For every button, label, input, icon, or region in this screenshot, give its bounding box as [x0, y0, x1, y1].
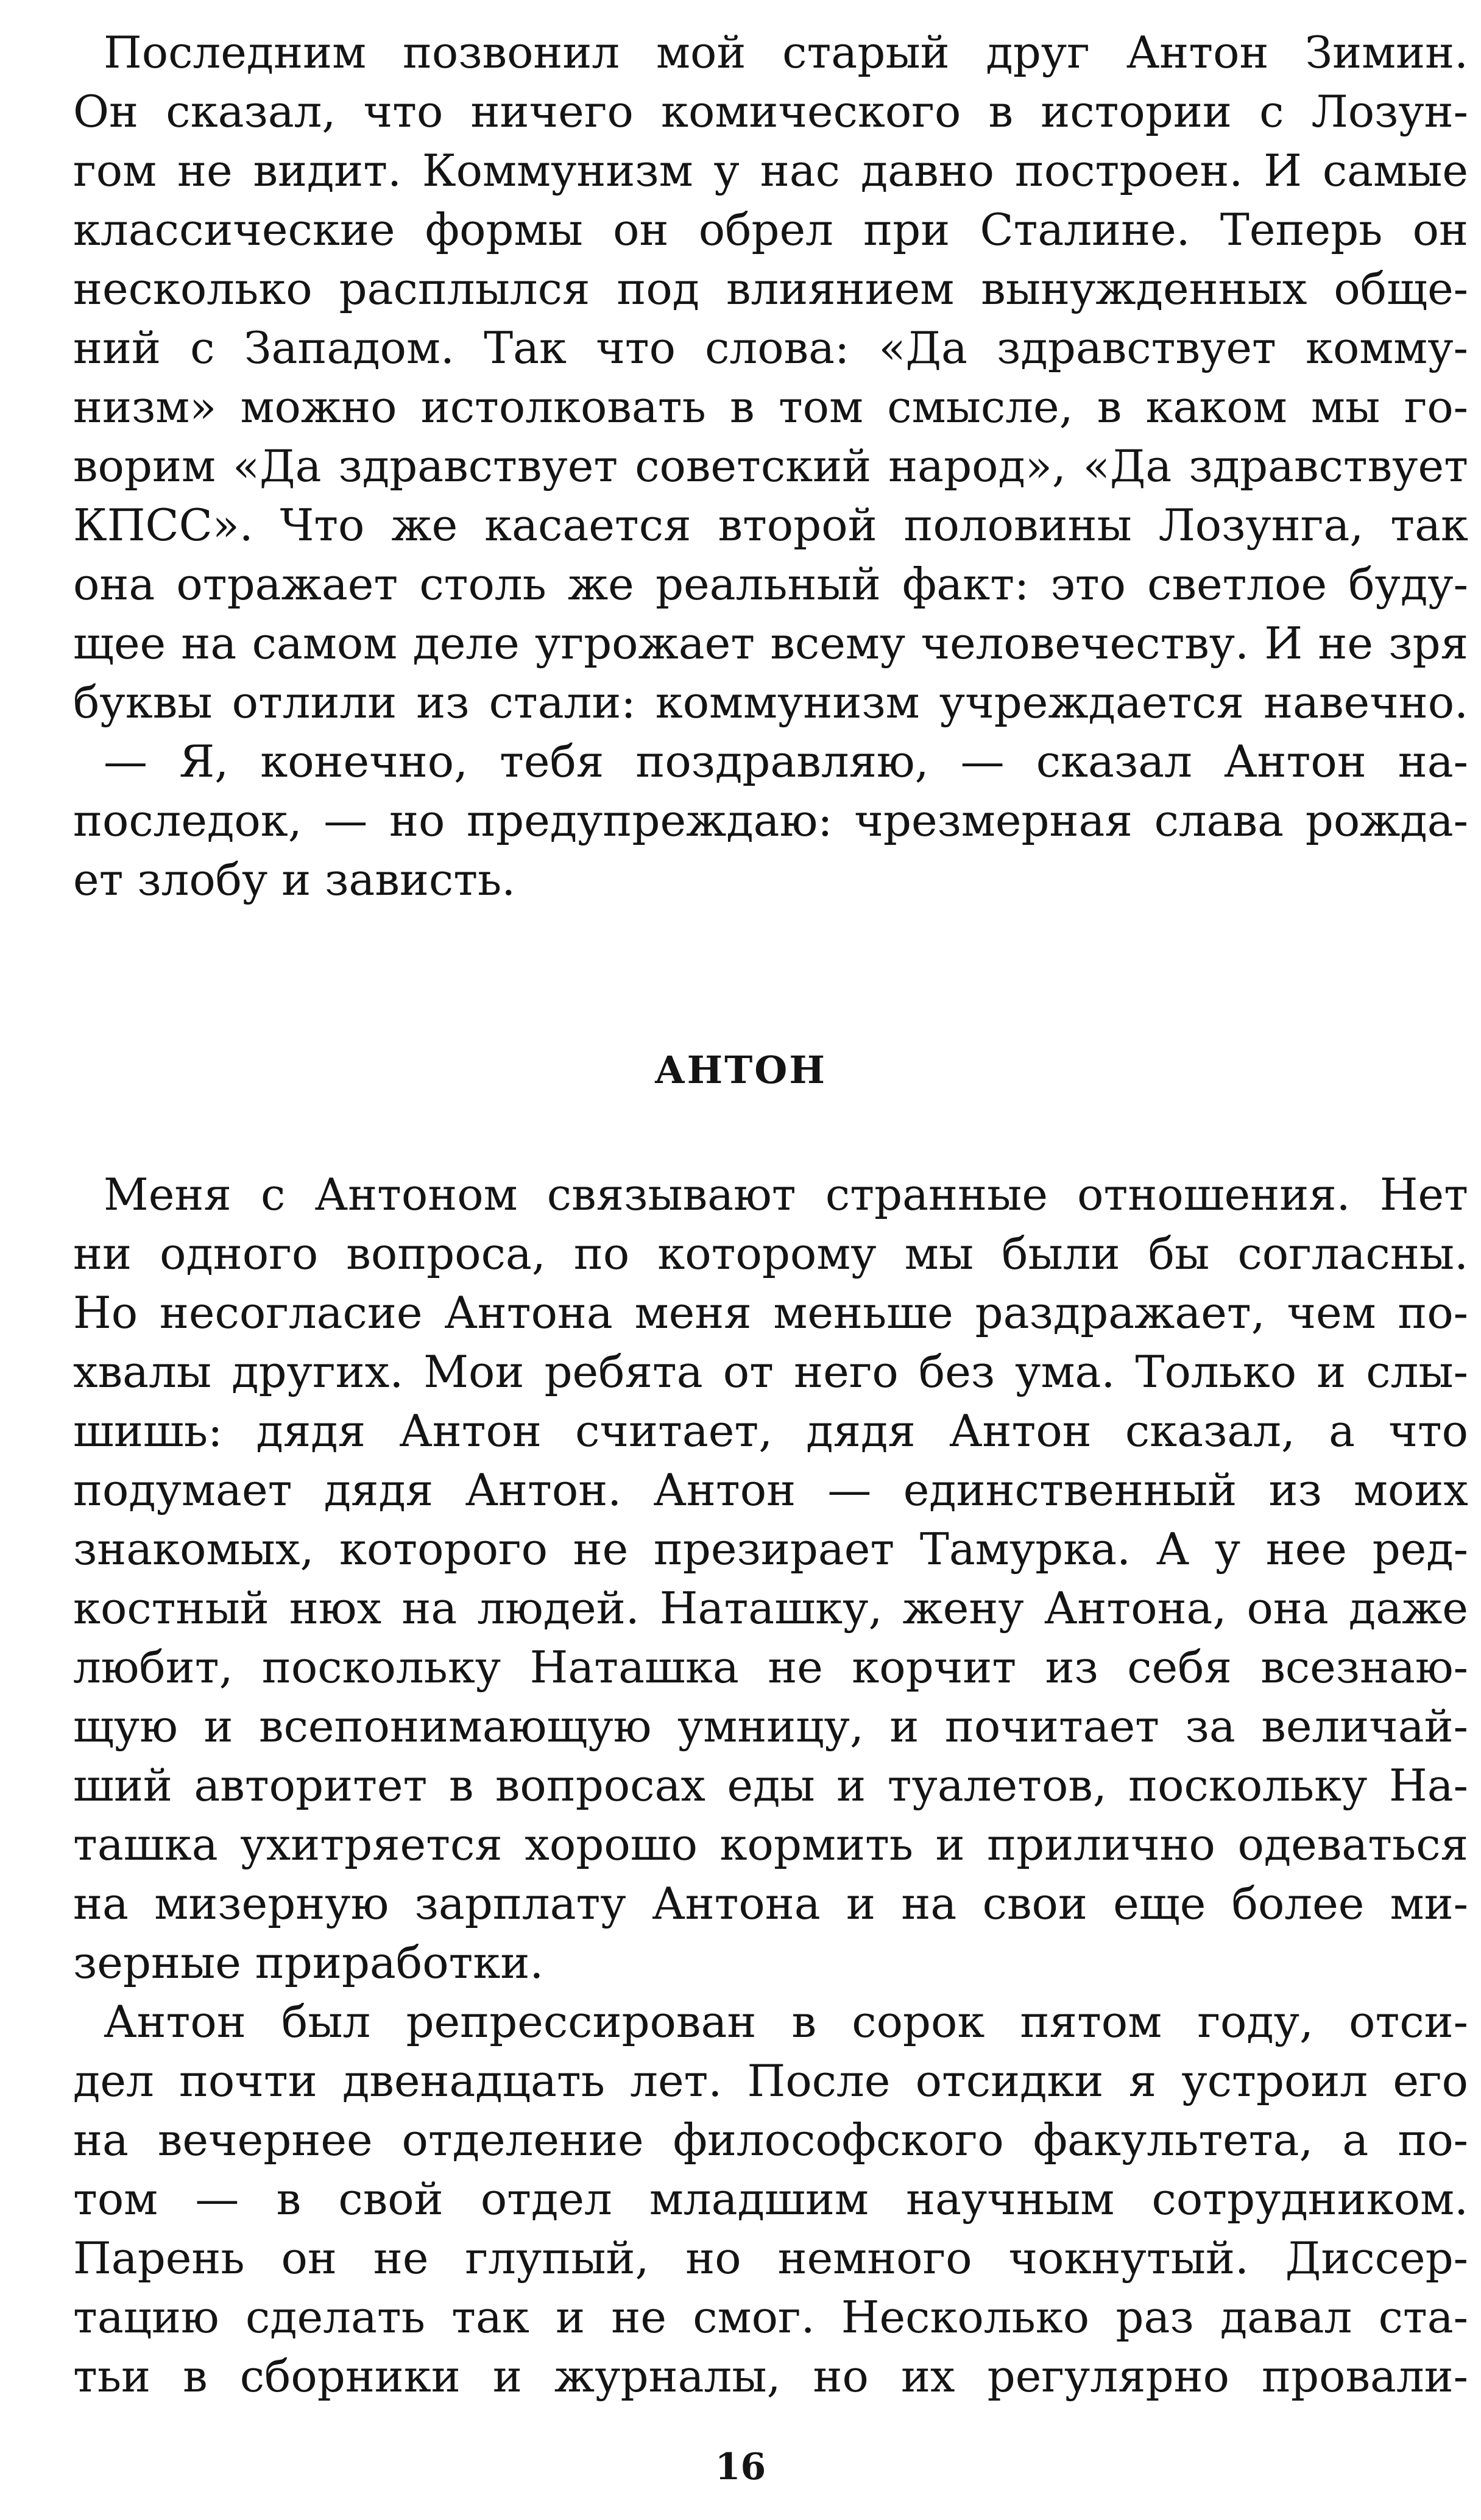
text-line: Меня с Антоном связывают странные отношения. Нет: [104, 1169, 1468, 1220]
page-number: 16: [715, 2446, 766, 2488]
text-line: ний с Западом. Так что слова: «Да здравствует комму-: [73, 322, 1468, 373]
text-line: любит, поскольку Наташка не корчит из себя всезнаю-: [73, 1642, 1468, 1693]
text-line: щее на самом деле угрожает всему человечеству. И не зря: [73, 618, 1468, 669]
text-line: знакомых, которого не презирает Тамурка. А у нее ред-: [73, 1523, 1468, 1575]
text-line: — Я, конечно, тебя поздравляю, — сказал Антон на-: [104, 736, 1468, 787]
text-line: Последним позвонил мой старый друг Антон Зимин.: [104, 27, 1468, 78]
text-line: тацию сделать так и не смог. Несколько раз давал ста-: [73, 2292, 1468, 2343]
text-line: ший авторитет в вопросах еды и туалетов, поскольку На-: [73, 1760, 1468, 1811]
text-line: щую и всепонимающую умницу, и почитает за величай-: [73, 1701, 1468, 1752]
text-line: ни одного вопроса, по которому мы были бы согласны.: [73, 1228, 1468, 1279]
text-line: ташка ухитряется хорошо кормить и прилично одеваться: [73, 1819, 1468, 1870]
text-line: Антон был репрессирован в сорок пятом году, отси-: [104, 1996, 1468, 2047]
text-line: она отражает столь же реальный факт: это светлое буду-: [73, 559, 1468, 610]
text-line: костный нюх на людей. Наташку, жену Антона, она даже: [73, 1583, 1468, 1634]
text-line: подумает дядя Антон. Антон — единственный из моих: [73, 1464, 1468, 1516]
paragraph-block-2: [73, 1165, 1468, 2406]
chapter-heading: АНТОН: [654, 1048, 827, 1092]
text-line: тьи в сборники и журналы, но их регулярно провали-: [73, 2351, 1468, 2402]
text-line: Он сказал, что ничего комического в истории с Лозун-: [73, 86, 1468, 137]
text-line: несколько расплылся под влиянием вынужденных обще-: [73, 263, 1468, 314]
text-line: на вечернее отделение философского факультета, а по-: [73, 2114, 1468, 2165]
text-line: Но несогласие Антона меня меньше раздражает, чем по-: [73, 1287, 1468, 1338]
text-line: Парень он не глупый, но немного чокнутый. Диссер-: [73, 2232, 1468, 2284]
paragraph-block-1: [73, 23, 1468, 909]
text-line: КПСС». Что же касается второй половины Лозунга, так: [73, 499, 1468, 551]
text-line: последок, — но предупреждаю: чрезмерная слава рожда-: [73, 795, 1468, 846]
text-line: на мизерную зарплату Антона и на свои еще более ми-: [73, 1878, 1468, 1929]
text-line: низм» можно истолковать в том смысле, в каком мы го-: [73, 381, 1468, 432]
text-line: зерные приработки.: [73, 1937, 544, 1988]
text-line: гом не видит. Коммунизм у нас давно построен. И самые: [73, 145, 1468, 196]
text-line: ет злобу и зависть.: [73, 854, 516, 905]
text-line: буквы отлили из стали: коммунизм учреждается навечно.: [73, 677, 1468, 728]
text-line: ворим «Да здравствует советский народ», «Да здравствует: [73, 440, 1468, 492]
text-line: хвалы других. Мои ребята от него без ума. Только и слы-: [73, 1346, 1468, 1397]
text-line: классические формы он обрел при Сталине. Теперь он: [73, 204, 1468, 255]
text-line: том — в свой отдел младшим научным сотрудником.: [73, 2173, 1468, 2225]
text-line: дел почти двенадцать лет. После отсидки я устроил его: [73, 2055, 1468, 2106]
text-line: шишь: дядя Антон считает, дядя Антон сказал, а что: [73, 1405, 1468, 1456]
